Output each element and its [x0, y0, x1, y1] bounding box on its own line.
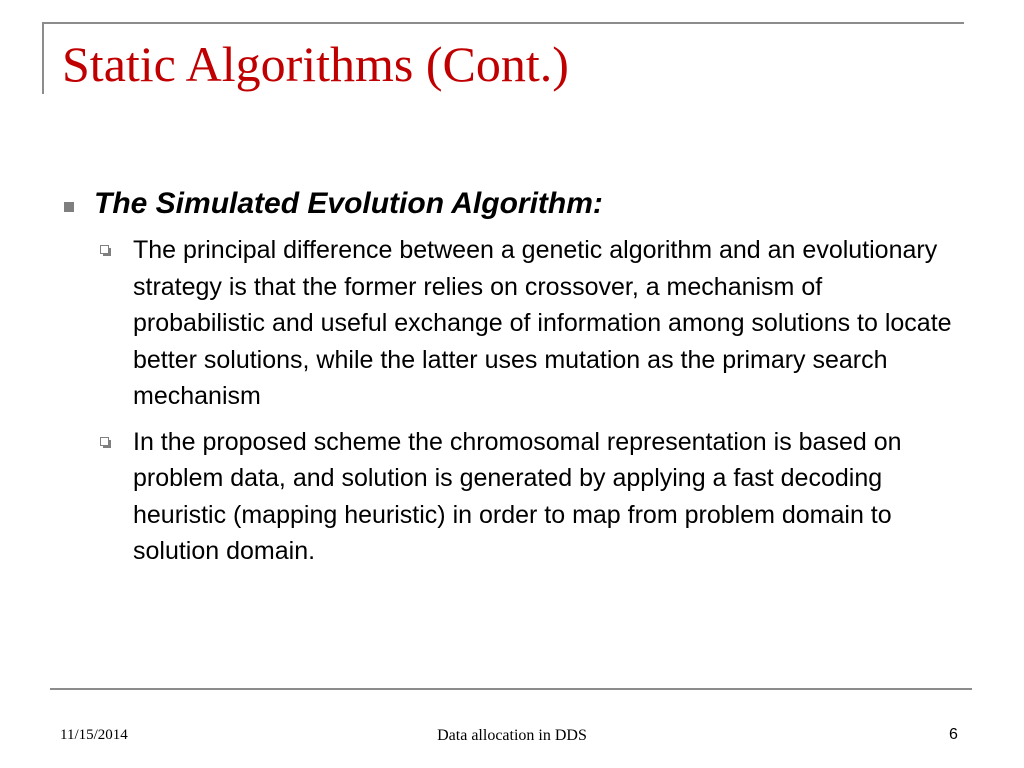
- bullet-text: In the proposed scheme the chromosomal representation is based on problem data, and solution is generated by applying a fast decoding heuristic (mapping heuristic) in order to map from problem domain to solution domain.: [133, 427, 902, 565]
- hollow-square-bullet-icon: [100, 245, 111, 257]
- section-heading: The Simulated Evolution Algorithm:: [94, 187, 603, 220]
- level2-bullet-item: [62, 232, 972, 415]
- slide-page-number: 6: [949, 726, 958, 743]
- bullet-text: The principal difference between a genetic algorithm and an evolutionary strategy is that the former relies on crossover, a mechanism of probabilistic and useful exchange of information among solutions to locate better solutions, while the latter uses mutation as the primary search mechanism: [133, 236, 952, 410]
- footer-divider-line: [50, 688, 972, 690]
- level2-bullet-item: [62, 424, 972, 570]
- footer-title: Data allocation in DDS: [437, 727, 587, 744]
- slide-content: [62, 186, 972, 579]
- slide-title: Static Algorithms (Cont.): [62, 36, 569, 92]
- title-frame-left-line: [42, 22, 44, 94]
- title-frame-top-line: [42, 22, 964, 24]
- footer-date: 11/15/2014: [60, 727, 128, 743]
- level1-bullet-item: [62, 186, 972, 222]
- hollow-square-bullet-icon: [100, 437, 111, 449]
- filled-square-bullet-icon: [64, 202, 74, 212]
